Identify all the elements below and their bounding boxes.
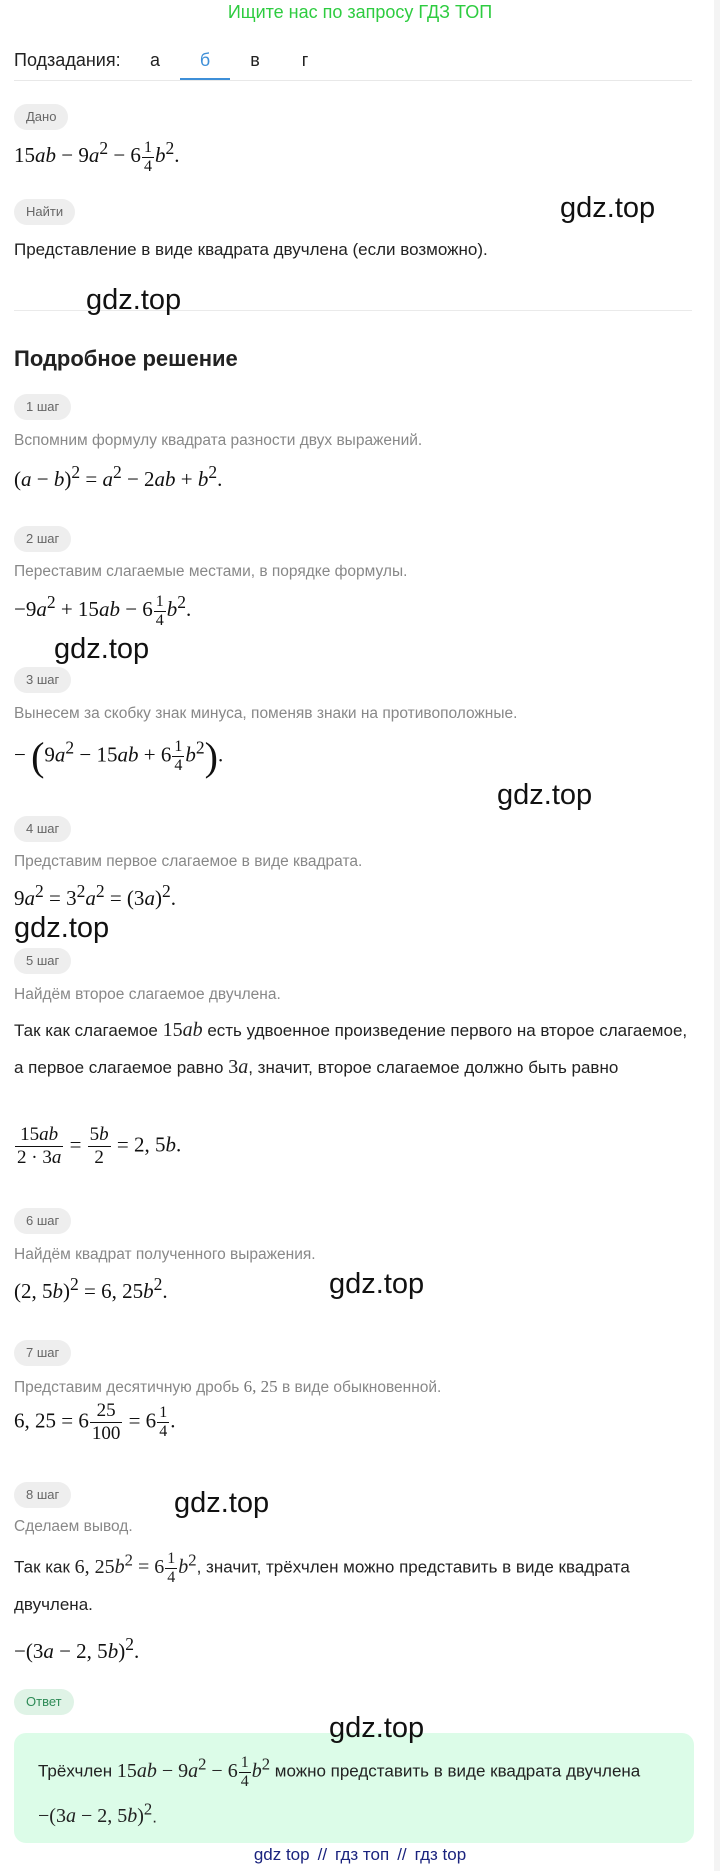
tab-a[interactable]: а [149,50,160,70]
footer-separator: // [397,1845,407,1864]
step-5-badge: 5 шаг [14,948,71,974]
subtask-tabs [130,40,330,80]
watermark: gdz.top [329,1712,425,1744]
step-5-formula: $\frac{15ab}{2 \cdot 3a}$ = $\frac{5b}{2}$ = 2, 5b. [17,1124,182,1168]
watermark: gdz.top [14,912,110,944]
answer-badge: Ответ [14,1689,74,1715]
step-4-formula: $9a^2 = 3^2a^2 = (3a)^2$. [14,881,176,910]
watermark: gdz.top [54,633,150,665]
watermark: gdz.top [174,1487,270,1519]
footer-separator: // [317,1845,328,1864]
footer-link[interactable]: гдз топ [335,1845,390,1864]
footer-link[interactable]: gdz top [253,1845,310,1864]
step-8-text: Так как 6, $25b^2 = 6$ $\frac{1}{4}$ $b^2$, значит, трёхчлен можно представить в виде квадрата двучлена. [14,1549,630,1614]
watermark: gdz.top [329,1268,425,1300]
step-7-hint: Представим десятичную дробь 6, 25 в виде обыкновенной. [14,1377,442,1396]
tabs-divider [14,80,692,81]
step-1-hint: Вспомним формулу квадрата разности двух выражений. [14,432,423,449]
given-badge: Дано [14,104,68,130]
answer-text: Трёхчлен $15ab - 9a^2 - 6$ $\frac{1}{4}$ $b^2$ можно представить в виде квадрата двучлена −(3a − 2, 5b)$^2$. [38,1753,641,1828]
tab-v[interactable]: в [250,50,260,70]
step-8-formula: −(3a − 2, 5b)$^2$. [14,1634,140,1663]
watermark: gdz.top [560,192,656,224]
step-6-badge: 6 шаг [14,1208,71,1234]
step-6-formula: (2, 5b)$^2$ = 6, $25b^2$. [14,1274,168,1303]
footer-link[interactable]: гдз top [414,1845,467,1864]
solution-heading: Подробное решение [14,346,238,371]
promo-banner[interactable]: Ищите нас по запросу ГДЗ ТОП [227,2,493,22]
find-badge: Найти [14,199,75,225]
step-6-hint: Найдём квадрат полученного выражения. [14,1246,316,1263]
tab-g[interactable]: г [301,50,309,70]
footer-links [0,1845,720,1865]
step-1-badge: 1 шаг [14,394,71,420]
step-7-formula: 6, 25 = 6 $\frac{25}{100}$ = 6 $\frac{1}{4}$ . [14,1400,176,1444]
step-1-formula: $(a - b)^2 = a^2 - 2ab + b^2$. [14,462,223,491]
given-expression: $15ab - 9a^2 - 6$ $\frac{1}{4}$ $b^2$. [14,138,180,175]
step-7-badge: 7 шаг [14,1340,71,1366]
find-text: Представление в виде квадрата двучлена (если возможно). [14,240,488,259]
step-4-hint: Представим первое слагаемое в виде квадрата. [14,853,363,870]
watermark: gdz.top [497,779,593,811]
step-2-hint: Переставим слагаемые местами, в порядке формулы. [14,563,408,580]
step-3-badge: 3 шаг [14,667,71,693]
watermark: gdz.top [86,284,182,316]
tab-b[interactable]: б [180,40,230,80]
step-2-badge: 2 шаг [14,526,71,552]
step-5-hint: Найдём второе слагаемое двучлена. [14,986,281,1003]
subtasks-label: Подзадания: [14,50,121,70]
step-2-formula: $-9a^2 + 15ab - 6$ $\frac{1}{4}$ $b^2$. [14,592,192,629]
step-8-hint: Сделаем вывод. [14,1518,133,1535]
scrollbar-track[interactable] [714,0,720,1871]
step-4-badge: 4 шаг [14,816,71,842]
step-3-formula: − ($9a^2 - 15ab + 6$ $\frac{1}{4}$ $b^2$). [14,734,224,779]
step-8-badge: 8 шаг [14,1482,71,1508]
step-3-hint: Вынесем за скобку знак минуса, поменяв знаки на противоположные. [14,705,518,722]
step-5-text: Так как слагаемое 15ab есть удвоенное произведение первого на второе слагаемое, а первое слагаемое равно 3a, значит, второе слагаемое должно быть равно [14,1019,688,1078]
answer-box [14,1733,694,1843]
